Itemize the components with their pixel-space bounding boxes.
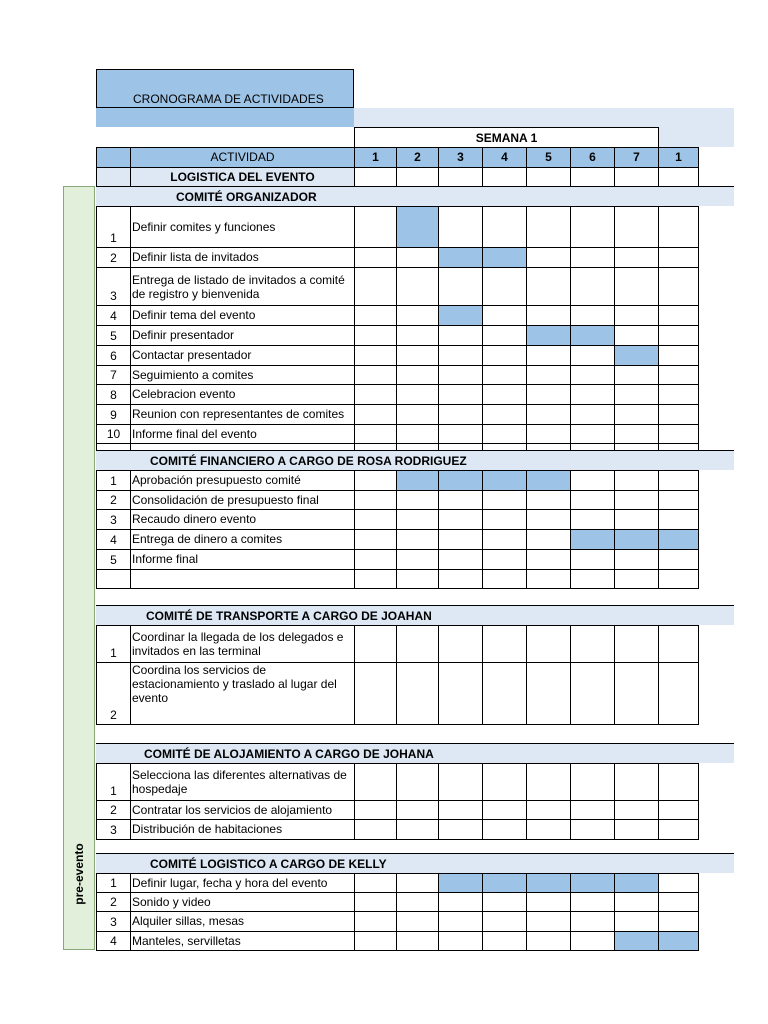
day-cell-7 [614, 763, 659, 801]
day-cell-6 [570, 206, 615, 248]
row-number: 3 [96, 819, 131, 840]
pre-evento-label: pre-evento [72, 843, 86, 905]
day-cell-3 [438, 206, 483, 248]
day-cell-4 [482, 345, 527, 366]
row-number: 6 [96, 345, 131, 366]
top-band [354, 108, 734, 127]
day-cell-7 [614, 662, 659, 725]
day-cell-3 [438, 819, 483, 840]
day-cell-4 [482, 549, 527, 570]
row-number: 3 [96, 509, 131, 530]
row-number: 4 [96, 305, 131, 326]
row-number: 1 [96, 625, 131, 663]
day-cell-1 [354, 549, 397, 570]
day-cell-3 [438, 800, 483, 820]
day-cell-7 [614, 365, 659, 385]
day-cell-2 [396, 911, 439, 932]
day-cell-2 [396, 819, 439, 840]
day-cell-8 [658, 873, 699, 893]
day-cell-3 [438, 892, 483, 912]
semana-header [354, 127, 658, 147]
day-cell-3 [438, 763, 483, 801]
day-cell-5 [526, 892, 571, 912]
day-cell-2 [396, 549, 439, 570]
day-cell-1 [354, 569, 397, 589]
day-cell-3 [438, 625, 483, 663]
day-cell-1 [354, 911, 397, 932]
activity-name: Sonido y video [130, 892, 355, 912]
day-cell-5 [526, 873, 571, 893]
section-header: COMITÉ DE TRANSPORTE A CARGO DE JOAHAN [96, 605, 734, 625]
day-cell-5 [526, 305, 571, 326]
day-cell-2 [396, 662, 439, 725]
activity-name: Consolidación de presupuesto final [130, 490, 355, 510]
day-cell-1 [354, 345, 397, 366]
row-number: 1 [96, 206, 131, 248]
day-cell-8 [658, 892, 699, 912]
activity-name: Definir comites y funciones [130, 206, 355, 248]
day-cell-8 [658, 305, 699, 326]
header-day-1: 1 [354, 147, 397, 168]
row-number: 10 [96, 424, 131, 444]
day-cell-6 [570, 911, 615, 932]
day-cell-7 [614, 549, 659, 570]
row-number: 9 [96, 404, 131, 425]
day-cell-7 [614, 625, 659, 663]
day-cell-6 [570, 365, 615, 385]
day-cell-2 [396, 325, 439, 346]
section-header: COMITÉ ORGANIZADOR [96, 186, 734, 206]
day-cell-5 [526, 625, 571, 663]
day-cell-4 [482, 509, 527, 530]
day-cell-7 [614, 509, 659, 530]
row-number: 1 [96, 470, 131, 491]
activity-name: Contratar los servicios de alojamiento [130, 800, 355, 820]
row-number: 8 [96, 384, 131, 405]
day-cell-5 [526, 800, 571, 820]
day-cell-1 [354, 892, 397, 912]
day-cell-6 [570, 384, 615, 405]
day-cell-4 [482, 625, 527, 663]
header-actividad: ACTIVIDAD [130, 147, 355, 168]
day-cell-7 [614, 267, 659, 306]
day-cell-3 [438, 509, 483, 530]
day-cell-6 [570, 325, 615, 346]
day-cell-4 [482, 404, 527, 425]
row-number: 7 [96, 365, 131, 385]
day-cell-5 [526, 662, 571, 725]
day-cell-8 [658, 529, 699, 550]
day-cell-4 [482, 247, 527, 268]
header-day-6: 6 [570, 147, 615, 168]
row-number [96, 569, 131, 589]
day-cell-1 [354, 529, 397, 550]
header-blank [96, 147, 131, 168]
activity-name: Definir lugar, fecha y hora del evento [130, 873, 355, 893]
day-cell-4 [482, 529, 527, 550]
activity-name: Definir tema del evento [130, 305, 355, 326]
activity-name: Contactar presentador [130, 345, 355, 366]
day-cell-5 [526, 404, 571, 425]
activity-name: Coordinar la llegada de los delegados e invitados en las terminal [130, 625, 355, 663]
day-cell-2 [396, 509, 439, 530]
day-cell-6 [570, 490, 615, 510]
day-cell-5 [526, 206, 571, 248]
day-cell-1 [354, 247, 397, 268]
day-cell-4 [482, 662, 527, 725]
day-cell-8 [658, 325, 699, 346]
day-cell-3 [438, 305, 483, 326]
row-number: 3 [96, 267, 131, 306]
day-cell-8 [658, 819, 699, 840]
day-cell-3 [438, 662, 483, 725]
header-day-3: 3 [438, 147, 483, 168]
day-cell-5 [526, 470, 571, 491]
section-header: COMITÉ FINANCIERO A CARGO DE ROSA RODRIGUEZ [96, 450, 734, 470]
day-cell-3 [438, 365, 483, 385]
day-cell-5 [526, 490, 571, 510]
section-header: COMITÉ LOGISTICO A CARGO DE KELLY [96, 853, 734, 873]
day-cell-4 [482, 892, 527, 912]
row-number: 2 [96, 247, 131, 268]
day-cell-7 [614, 529, 659, 550]
day-cell-8 [658, 625, 699, 663]
day-cell-6 [570, 662, 615, 725]
row-number: 2 [96, 800, 131, 820]
logistica-day-8 [658, 167, 699, 187]
day-cell-2 [396, 892, 439, 912]
day-cell-5 [526, 345, 571, 366]
day-cell-3 [438, 247, 483, 268]
day-cell-1 [354, 819, 397, 840]
day-cell-2 [396, 931, 439, 951]
day-cell-1 [354, 365, 397, 385]
day-cell-3 [438, 267, 483, 306]
logistica-day-4 [482, 167, 527, 187]
day-cell-5 [526, 763, 571, 801]
header-day-5: 5 [526, 147, 571, 168]
day-cell-5 [526, 529, 571, 550]
day-cell-8 [658, 549, 699, 570]
activity-name: Definir presentador [130, 325, 355, 346]
section-header: COMITÉ DE ALOJAMIENTO A CARGO DE JOHANA [96, 743, 734, 763]
day-cell-2 [396, 763, 439, 801]
day-cell-6 [570, 470, 615, 491]
day-cell-3 [438, 490, 483, 510]
day-cell-7 [614, 911, 659, 932]
day-cell-4 [482, 800, 527, 820]
row-number: 2 [96, 490, 131, 510]
semana-next-band [658, 127, 734, 147]
logistica-day-2 [396, 167, 439, 187]
schedule-title-text: CRONOGRAMA DE ACTIVIDADES [133, 92, 324, 106]
activity-name: Manteles, servilletas [130, 931, 355, 951]
day-cell-1 [354, 404, 397, 425]
activity-name: Recaudo dinero evento [130, 509, 355, 530]
header-day-2: 2 [396, 147, 439, 168]
semana-label: SEMANA 1 [475, 131, 538, 145]
day-cell-4 [482, 365, 527, 385]
activity-name: Alquiler sillas, mesas [130, 911, 355, 932]
day-cell-6 [570, 819, 615, 840]
schedule-title [96, 69, 354, 108]
day-cell-4 [482, 873, 527, 893]
day-cell-8 [658, 345, 699, 366]
day-cell-6 [570, 625, 615, 663]
day-cell-1 [354, 305, 397, 326]
day-cell-3 [438, 345, 483, 366]
day-cell-2 [396, 267, 439, 306]
day-cell-1 [354, 800, 397, 820]
day-cell-7 [614, 404, 659, 425]
day-cell-3 [438, 470, 483, 491]
day-cell-2 [396, 424, 439, 444]
day-cell-8 [658, 569, 699, 589]
day-cell-8 [658, 404, 699, 425]
day-cell-3 [438, 569, 483, 589]
day-cell-5 [526, 365, 571, 385]
day-cell-3 [438, 873, 483, 893]
day-cell-8 [658, 490, 699, 510]
title-band [96, 108, 354, 127]
day-cell-8 [658, 931, 699, 951]
day-cell-4 [482, 763, 527, 801]
day-cell-3 [438, 325, 483, 346]
activity-name: Celebracion evento [130, 384, 355, 405]
row-number: 5 [96, 549, 131, 570]
day-cell-1 [354, 763, 397, 801]
day-cell-1 [354, 662, 397, 725]
day-cell-2 [396, 800, 439, 820]
day-cell-6 [570, 569, 615, 589]
activity-name: Selecciona las diferentes alternativas de hospedaje [130, 763, 355, 801]
day-cell-4 [482, 384, 527, 405]
logistica-label: LOGISTICA DEL EVENTO [130, 167, 355, 187]
row-number: 2 [96, 892, 131, 912]
day-cell-4 [482, 267, 527, 306]
day-cell-7 [614, 247, 659, 268]
day-cell-1 [354, 424, 397, 444]
day-cell-8 [658, 662, 699, 725]
day-cell-4 [482, 490, 527, 510]
day-cell-1 [354, 625, 397, 663]
day-cell-3 [438, 931, 483, 951]
day-cell-3 [438, 404, 483, 425]
day-cell-4 [482, 470, 527, 491]
logistica-day-6 [570, 167, 615, 187]
day-cell-6 [570, 800, 615, 820]
row-number: 3 [96, 911, 131, 932]
day-cell-6 [570, 892, 615, 912]
day-cell-1 [354, 509, 397, 530]
day-cell-5 [526, 509, 571, 530]
day-cell-6 [570, 345, 615, 366]
day-cell-5 [526, 931, 571, 951]
row-number: 1 [96, 763, 131, 801]
day-cell-8 [658, 365, 699, 385]
header-day-4: 4 [482, 147, 527, 168]
row-number: 4 [96, 931, 131, 951]
day-cell-5 [526, 325, 571, 346]
day-cell-7 [614, 931, 659, 951]
day-cell-5 [526, 819, 571, 840]
day-cell-5 [526, 549, 571, 570]
day-cell-1 [354, 267, 397, 306]
day-cell-8 [658, 800, 699, 820]
logistica-day-7 [614, 167, 659, 187]
day-cell-7 [614, 384, 659, 405]
day-cell-2 [396, 404, 439, 425]
header-day-8: 1 [658, 147, 699, 168]
day-cell-5 [526, 384, 571, 405]
day-cell-6 [570, 424, 615, 444]
activity-name: Informe final del evento [130, 424, 355, 444]
logistica-day-3 [438, 167, 483, 187]
day-cell-2 [396, 384, 439, 405]
logistica-day-1 [354, 167, 397, 187]
day-cell-2 [396, 569, 439, 589]
activity-name: Aprobación presupuesto comité [130, 470, 355, 491]
day-cell-7 [614, 305, 659, 326]
row-number: 4 [96, 529, 131, 550]
day-cell-8 [658, 267, 699, 306]
day-cell-1 [354, 384, 397, 405]
day-cell-4 [482, 206, 527, 248]
activity-name: Distribución de habitaciones [130, 819, 355, 840]
day-cell-5 [526, 424, 571, 444]
day-cell-6 [570, 763, 615, 801]
day-cell-4 [482, 325, 527, 346]
day-cell-4 [482, 931, 527, 951]
day-cell-7 [614, 345, 659, 366]
activity-name: Informe final [130, 549, 355, 570]
day-cell-4 [482, 911, 527, 932]
day-cell-6 [570, 529, 615, 550]
day-cell-6 [570, 267, 615, 306]
day-cell-1 [354, 931, 397, 951]
row-number: 5 [96, 325, 131, 346]
day-cell-7 [614, 892, 659, 912]
day-cell-8 [658, 424, 699, 444]
day-cell-2 [396, 305, 439, 326]
day-cell-2 [396, 470, 439, 491]
day-cell-2 [396, 529, 439, 550]
day-cell-7 [614, 569, 659, 589]
day-cell-6 [570, 549, 615, 570]
day-cell-6 [570, 247, 615, 268]
day-cell-6 [570, 873, 615, 893]
day-cell-4 [482, 305, 527, 326]
day-cell-7 [614, 800, 659, 820]
activity-name: Entrega de listado de invitados a comité de registro y bienvenida [130, 267, 355, 306]
day-cell-7 [614, 470, 659, 491]
logistica-day-5 [526, 167, 571, 187]
header-day-7: 7 [614, 147, 659, 168]
row-number: 2 [96, 662, 131, 725]
day-cell-7 [614, 424, 659, 444]
day-cell-6 [570, 404, 615, 425]
activity-name: Reunion con representantes de comites [130, 404, 355, 425]
day-cell-5 [526, 569, 571, 589]
day-cell-2 [396, 206, 439, 248]
day-cell-2 [396, 345, 439, 366]
day-cell-2 [396, 365, 439, 385]
row-number: 1 [96, 873, 131, 893]
day-cell-5 [526, 911, 571, 932]
day-cell-5 [526, 247, 571, 268]
activity-name [130, 569, 355, 589]
day-cell-4 [482, 424, 527, 444]
activity-name: Seguimiento a comites [130, 365, 355, 385]
day-cell-4 [482, 819, 527, 840]
day-cell-6 [570, 509, 615, 530]
day-cell-6 [570, 305, 615, 326]
activity-name: Entrega de dinero a comites [130, 529, 355, 550]
day-cell-2 [396, 490, 439, 510]
day-cell-7 [614, 490, 659, 510]
day-cell-2 [396, 247, 439, 268]
logistica-blank [96, 167, 131, 187]
day-cell-8 [658, 911, 699, 932]
day-cell-7 [614, 873, 659, 893]
day-cell-8 [658, 206, 699, 248]
day-cell-8 [658, 763, 699, 801]
activity-name: Definir lista de invitados [130, 247, 355, 268]
day-cell-6 [570, 931, 615, 951]
day-cell-1 [354, 206, 397, 248]
day-cell-1 [354, 490, 397, 510]
day-cell-3 [438, 529, 483, 550]
day-cell-1 [354, 470, 397, 491]
activity-name: Coordina los servicios de estacionamiento y traslado al lugar del evento [130, 662, 355, 725]
day-cell-3 [438, 911, 483, 932]
day-cell-4 [482, 569, 527, 589]
day-cell-7 [614, 206, 659, 248]
day-cell-7 [614, 325, 659, 346]
day-cell-7 [614, 819, 659, 840]
day-cell-8 [658, 247, 699, 268]
day-cell-3 [438, 384, 483, 405]
day-cell-8 [658, 470, 699, 491]
day-cell-2 [396, 625, 439, 663]
day-cell-8 [658, 509, 699, 530]
pre-evento-sidebar [63, 186, 95, 950]
day-cell-8 [658, 384, 699, 405]
day-cell-1 [354, 325, 397, 346]
day-cell-3 [438, 549, 483, 570]
day-cell-1 [354, 873, 397, 893]
day-cell-3 [438, 424, 483, 444]
day-cell-2 [396, 873, 439, 893]
day-cell-5 [526, 267, 571, 306]
